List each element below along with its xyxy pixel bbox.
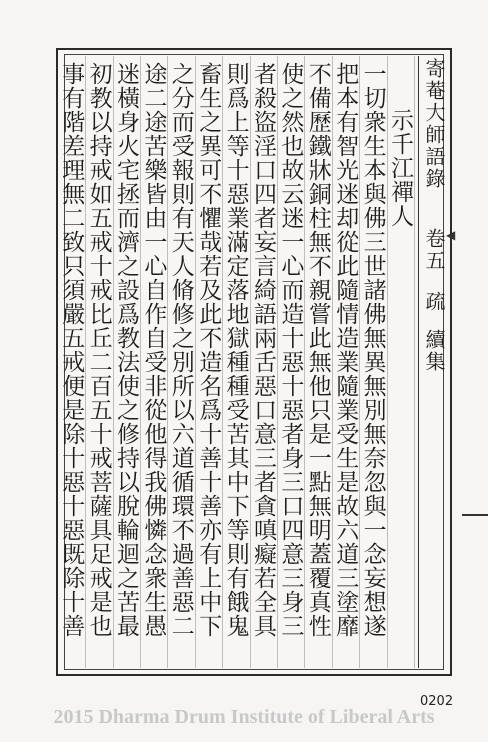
- column-rule: [85, 56, 86, 668]
- text-column: 之分而受報則有天人脩修之別所以六道循環不過善惡二: [167, 62, 194, 638]
- column-rule: [167, 56, 168, 668]
- margin-title: 寄菴大師語錄: [422, 58, 446, 190]
- text-column: 不備歷鐵牀銅柱無不親嘗此無他只是一點無明蓋覆真性: [304, 62, 331, 638]
- text-column: 初教以持戒如五戒十戒比丘二百五十戒菩薩具足戒是也: [85, 62, 112, 638]
- text-column: 事有階差理無二致只須嚴五戒便是除十惡十惡既除十善: [58, 62, 85, 638]
- text-column: 者殺盜淫口四者妄言綺語兩舌惡口意三者貪嗔癡若全具: [249, 62, 276, 638]
- text-column: 則爲上等十惡業滿定落地獄種種受苦其中下等則有餓鬼: [222, 62, 249, 638]
- margin-section: 疏: [422, 290, 446, 313]
- column-rule: [140, 56, 141, 668]
- text-column: 使之然也故云迷一心而造十惡十惡者身三口四意三身三: [277, 62, 304, 638]
- margin-collection: 續集: [422, 329, 446, 374]
- column-rule: [222, 56, 223, 668]
- column-rule: [387, 56, 388, 668]
- text-column: 迷橫身火宅拯而濟之設爲教法使之修持以脫輪迴之苦最: [112, 62, 139, 638]
- text-column: 畜生之異可不懼哉若及此不造名爲十善十善亦有上中下: [195, 62, 222, 638]
- section-heading: 示千江禪人: [386, 108, 413, 228]
- cut-line: [462, 514, 488, 516]
- column-rule: [359, 56, 360, 668]
- margin-fold-mark: ◀: [446, 228, 456, 242]
- margin-subtitle: 卷五: [422, 228, 446, 273]
- column-rule: [113, 56, 114, 668]
- column-rule: [250, 56, 251, 668]
- column-rule: [304, 56, 305, 668]
- column-rule: [277, 56, 278, 668]
- column-rule: [414, 56, 415, 668]
- page-number: 0202: [420, 694, 454, 709]
- column-rule: [195, 56, 196, 668]
- column-rule: [332, 56, 333, 668]
- margin-text: [422, 58, 446, 373]
- text-column: 把本有智光迷却從此隨情造業隨業受生是故六道三塗靡: [332, 62, 359, 638]
- text-column: 一切衆生本與佛三世諸佛無異無別無奈忽與一念妄想遂: [359, 62, 386, 638]
- text-column: 途二途苦樂皆由一心自作自受非從他得我佛憐念衆生愚: [140, 62, 167, 638]
- watermark: 2015 Dharma Drum Institute of Liberal Arts: [53, 706, 435, 728]
